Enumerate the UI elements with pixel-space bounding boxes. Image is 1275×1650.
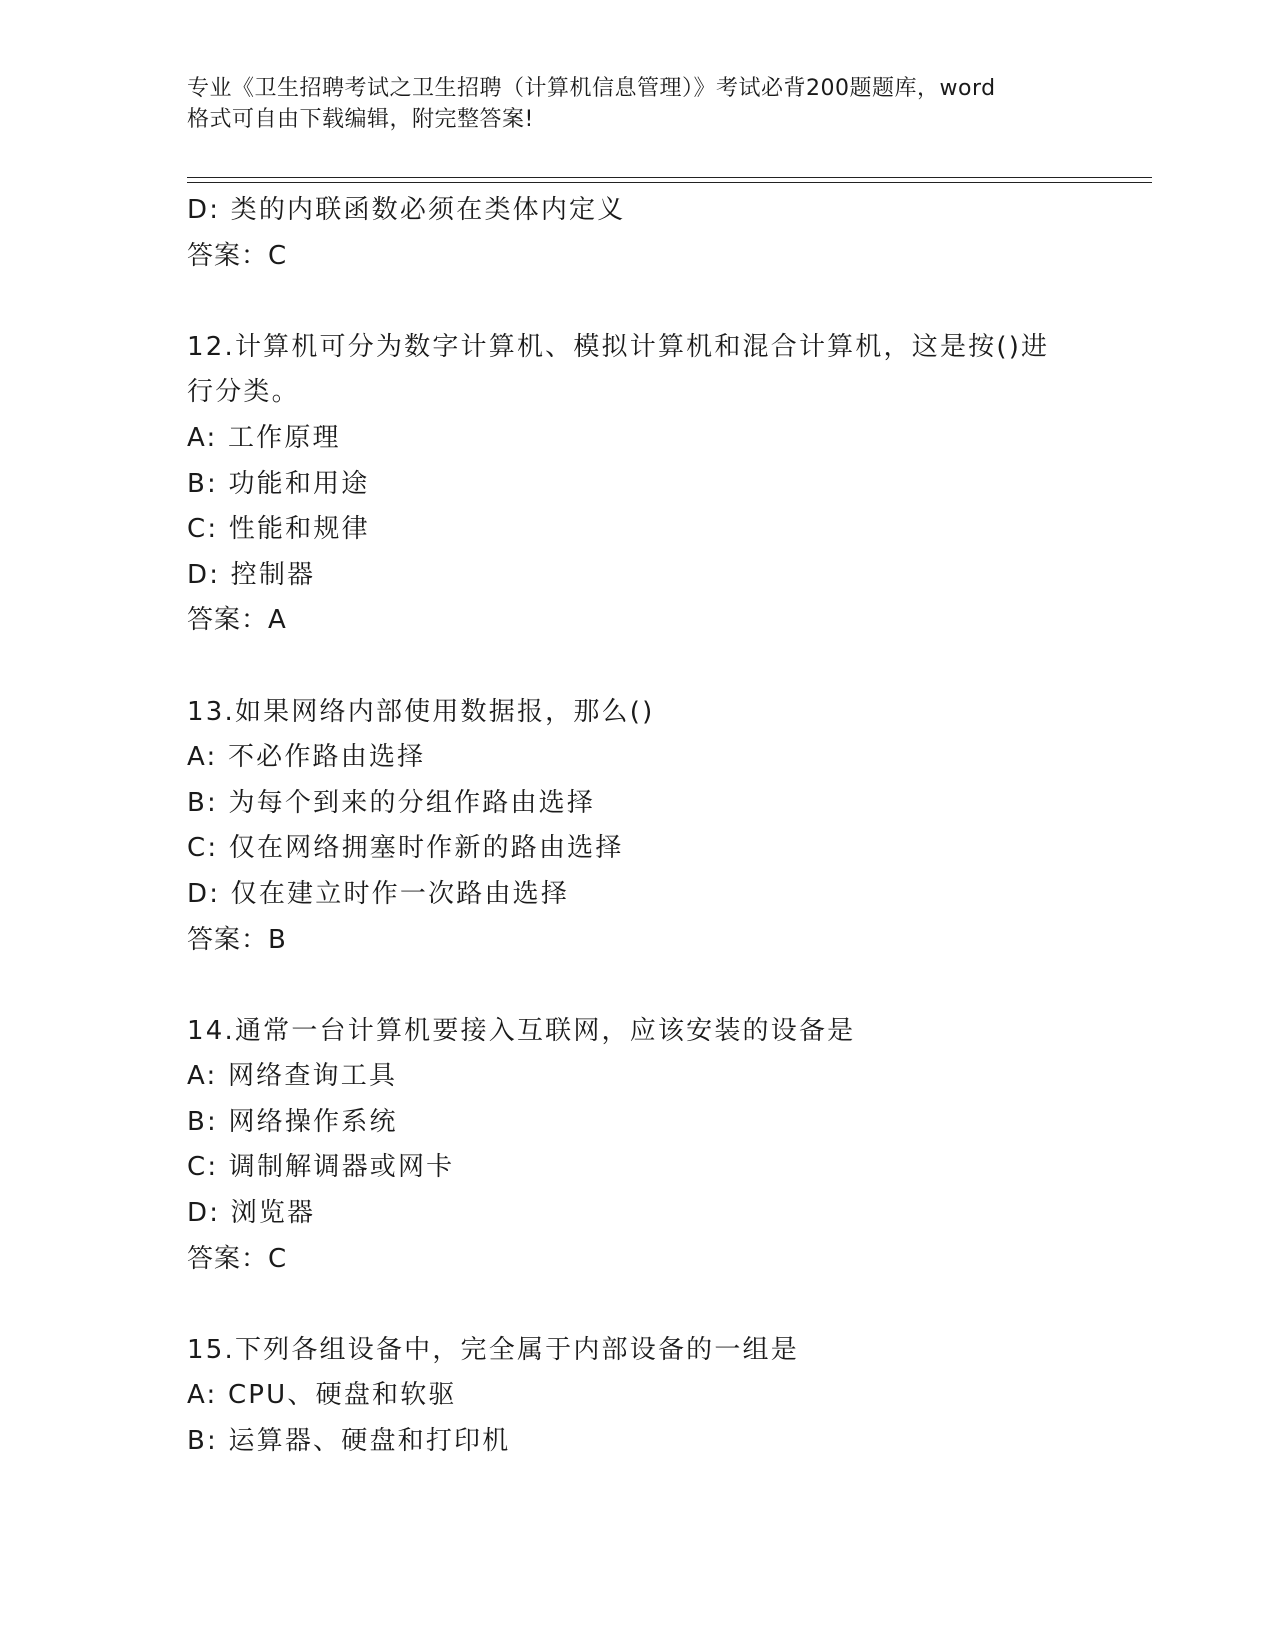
- q15-stem-line-1: 15.下列各组设备中，完全属于内部设备的一组是: [187, 1334, 799, 1365]
- q12-stem-line-2: 行分类。: [187, 377, 300, 408]
- q14-option-a: A: 网络查询工具: [187, 1061, 398, 1092]
- question-13: [187, 690, 1087, 964]
- question-list: [187, 188, 1087, 1465]
- q13-option-c: C: 仅在网络拥塞时作新的路由选择: [187, 833, 624, 864]
- q11-option-d: D: 类的内联函数必须在类体内定义: [187, 195, 626, 225]
- spacer: [187, 644, 1087, 690]
- q13-option-d: D: 仅在建立时作一次路由选择: [187, 878, 570, 909]
- spacer: [187, 1282, 1087, 1328]
- q12-option-d: D: 控制器: [187, 559, 316, 590]
- header-divider-bottom: [187, 182, 1152, 183]
- question-12: [187, 325, 1087, 644]
- q11-answer: 答案：C: [187, 240, 288, 271]
- header-title-line-1: 专业《卫生招聘考试之卫生招聘（计算机信息管理）》考试必背200题题库，word: [187, 76, 996, 101]
- spacer: [187, 279, 1087, 325]
- header-title-line-2: 格式可自由下载编辑，附完整答案!: [187, 107, 534, 132]
- q15-option-b: B: 运算器、硬盘和打印机: [187, 1426, 511, 1457]
- q14-option-c: C: 调制解调器或网卡: [187, 1152, 455, 1183]
- q13-option-b: B: 为每个到来的分组作路由选择: [187, 787, 596, 818]
- q13-option-a: A: 不必作路由选择: [187, 742, 426, 773]
- q12-answer: 答案：A: [187, 605, 287, 636]
- q14-stem-line-1: 14.通常一台计算机要接入互联网，应该安装的设备是: [187, 1015, 856, 1046]
- q13-stem-line-1: 13.如果网络内部使用数据报，那么(): [187, 696, 655, 727]
- document-header: [187, 73, 1087, 135]
- header-divider-top: [187, 177, 1152, 178]
- q12-option-b: B: 功能和用途: [187, 468, 370, 499]
- q12-option-c: C: 性能和规律: [187, 514, 370, 545]
- q13-answer: 答案：B: [187, 924, 287, 955]
- question-15: [187, 1328, 1087, 1465]
- q12-option-a: A: 工作原理: [187, 422, 341, 453]
- q15-option-a: A: CPU、硬盘和软驱: [187, 1380, 457, 1411]
- question-14: [187, 1009, 1087, 1283]
- q14-option-b: B: 网络操作系统: [187, 1106, 398, 1137]
- q14-option-d: D: 浏览器: [187, 1198, 316, 1229]
- spacer: [187, 963, 1087, 1009]
- q12-stem-line-1: 12.计算机可分为数字计算机、模拟计算机和混合计算机，这是按()进: [187, 331, 1050, 362]
- q14-answer: 答案：C: [187, 1243, 288, 1274]
